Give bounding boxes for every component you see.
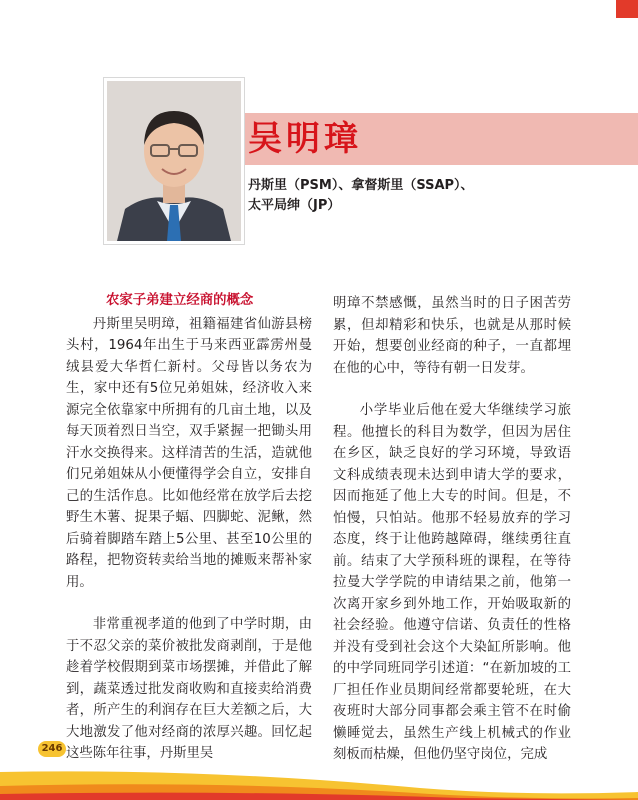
body-paragraph: 非常重视孝道的他到了中学时期，由于不忍父亲的菜价被批发商剥削，于是他趁着学校假期到菜市场摆摊，并借此了解到，蔬菜透过批发商收购和直接卖给消费者，所产生的利润存在巨大差额之后，大大地激发了他对经商的浓厚兴趣。回忆起这些陈年往事，丹斯里吴 xyxy=(66,617,312,761)
person-name: 吴明璋 xyxy=(248,119,362,159)
body-paragraph: 小学毕业后他在爱大华继续学习旅程。他擅长的科目为数学，但因为居住在乡区，缺乏良好的学习环境，导致语文科成绩表现未达到申请大学的要求，因而拖延了他上大专的时间。但是，不怕慢，只怕站。他那不轻易放弃的学习态度，终于让他跨越障碍，继续勇往直前。结束了大学预科班的课程，在等待拉曼大学学院的申请结果之前，他第一次离开家乡到外地工作，开始吸取新的社会经验。他遵守信诺、负责任的性格并没有受到社会这个大染缸所影响。他的中学同班同学引述道：“在新加坡的工厂担任作业员期间经常都要轮班，在大夜班时大部分同事都会乘主管不在时偷懒睡觉去，虽然生产线上机械式的作业刻板而枯燥，但他仍坚守岗位，完成 xyxy=(333,403,571,762)
portrait-photo xyxy=(104,78,244,244)
section-heading: 农家子弟建立经商的概念 xyxy=(106,293,254,308)
page-number: 246 xyxy=(38,741,66,757)
body-paragraph-continued: 明璋不禁感慨，虽然当时的日子困苦劳累，但却精彩和快乐，也就是从那时候开始，想要创业经商的种子，一直都埋在他的心中，等待有朝一日发芽。 xyxy=(333,296,571,376)
right-column xyxy=(333,293,571,766)
portrait-illustration xyxy=(107,81,241,241)
body-paragraph: 丹斯里吴明璋，祖籍福建省仙游县榜头村，1964年出生于马来西亚霹雳州曼绒县爱大华哲仁新村。父母皆以务农为生，家中还有5位兄弟姐妹，经济收入来源完全依靠家中所拥有的几亩土地，以及每天顶着烈日当空，双手紧握一把锄头用汗水交换得来。这样清苦的生活，造就他们兄弟姐妹从小便懂得学会自立，安排自己的生活作息。比如他经常在放学后去挖野生木薯、捉果子蝠、四脚蛇、泥鳅，然后骑着脚踏车踏上5公里、甚至10公里的路程，把物资转卖给当地的摊贩来帮补家用。 xyxy=(66,316,312,590)
left-column xyxy=(66,290,312,765)
title-line: 太平局绅（JP） xyxy=(248,198,341,213)
honorific-titles xyxy=(248,176,474,216)
title-line: 丹斯里（PSM）、拿督斯里（SSAP）、 xyxy=(248,178,474,193)
footer-swoosh xyxy=(0,730,638,800)
corner-tab xyxy=(616,0,638,18)
